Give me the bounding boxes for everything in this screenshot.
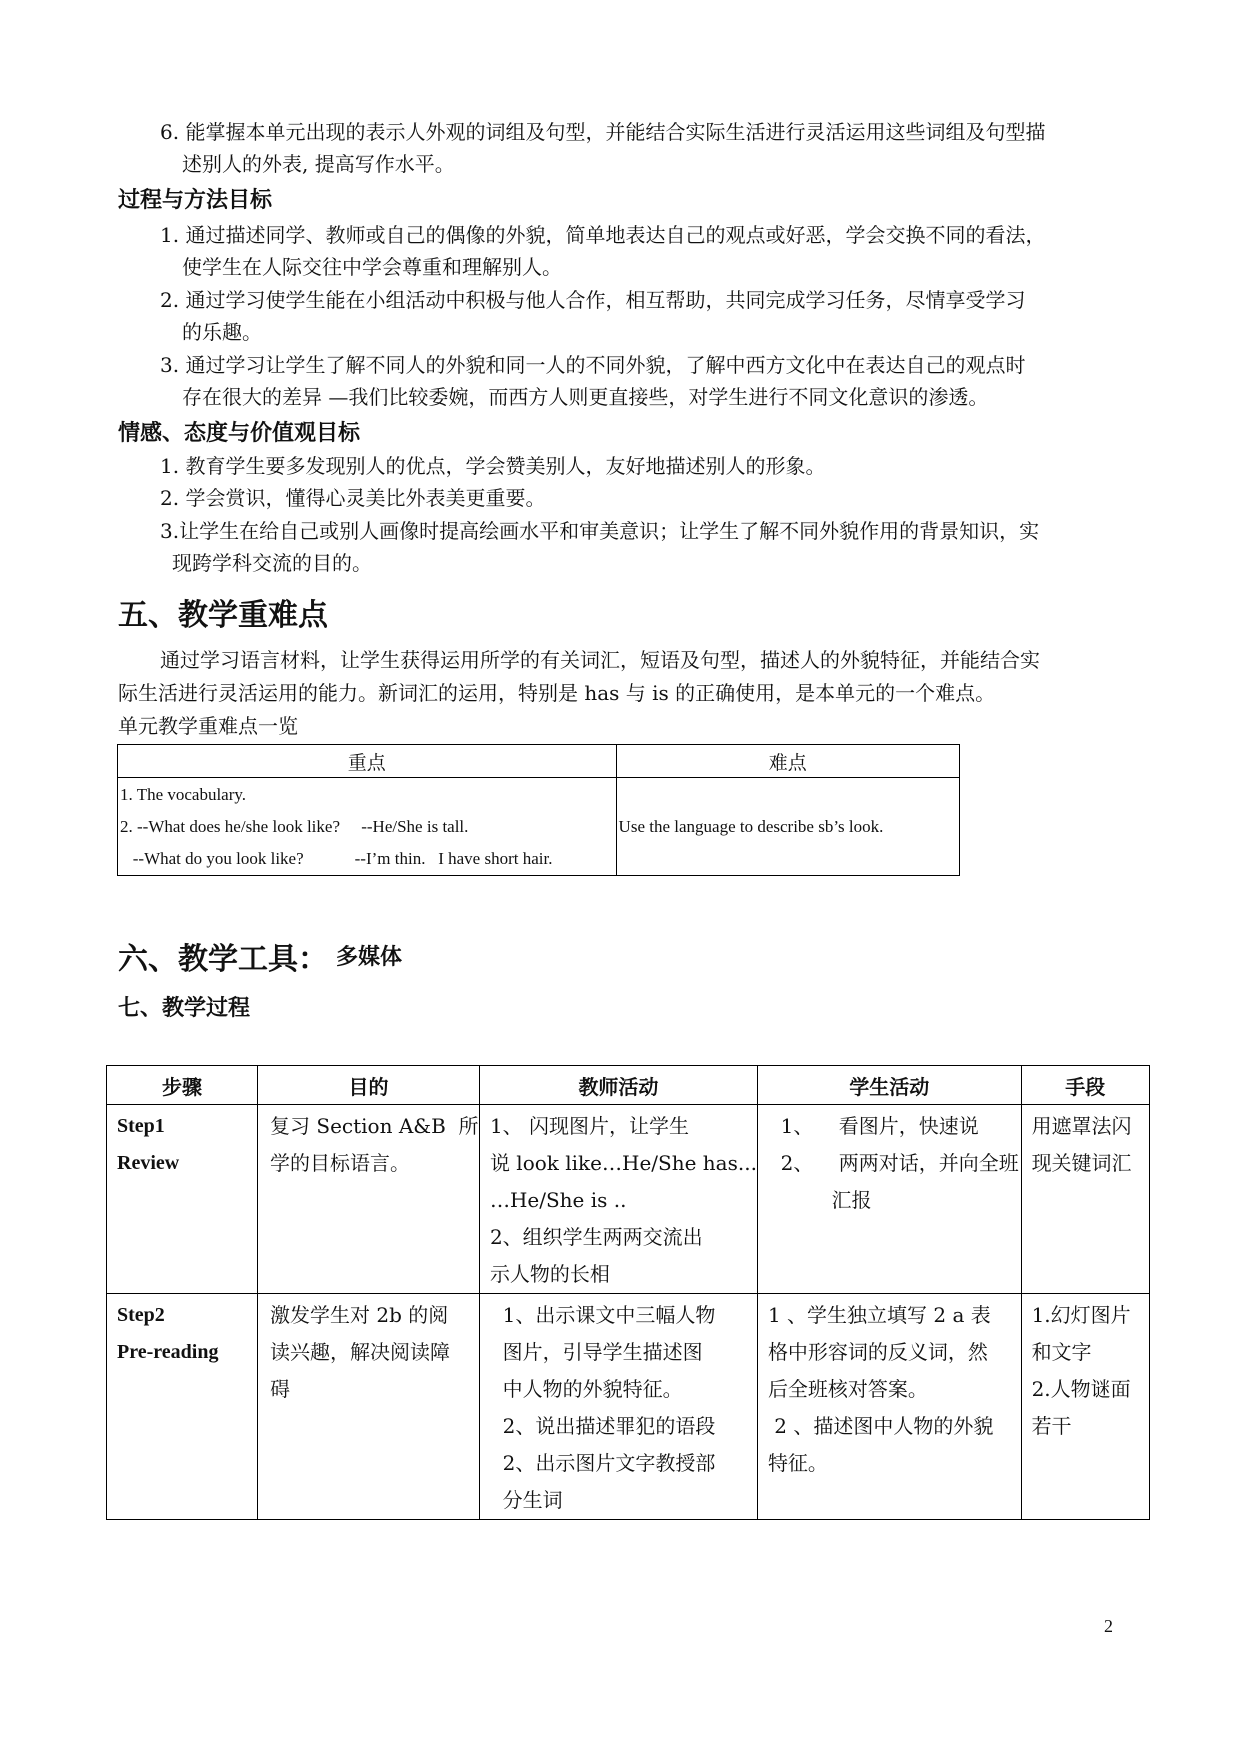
- teacher-line: 2、出示图片文字教授部: [489, 1451, 716, 1475]
- header-purpose: 目的: [258, 1066, 480, 1105]
- teacher-line: 1、 闪现图片，让学生: [489, 1114, 690, 1138]
- teacher-line: 1、出示课文中三幅人物: [489, 1303, 716, 1327]
- page-number: 2: [1104, 1616, 1113, 1636]
- student-line: 2、 两两对话，并向全班: [767, 1151, 1019, 1175]
- table-header-key: 重点: [118, 745, 617, 778]
- section-6-value: 多媒体: [336, 945, 403, 970]
- header-teacher-activity: 教师活动: [479, 1066, 757, 1105]
- key-point-line: 2. --What does he/she look like? --He/She is tall.: [120, 816, 469, 836]
- section-6-heading: 六、教学工具：: [118, 942, 328, 977]
- process-item-1-line2: 使学生在人际交往中学会尊重和理解别人。: [182, 255, 562, 279]
- means-line: 现关键词汇: [1031, 1151, 1132, 1175]
- step-label: Step1: [117, 1115, 165, 1137]
- purpose-cell: [258, 1105, 480, 1294]
- section-5-para-line2: 际生活进行灵活运用的能力。新词汇的运用，特别是 has 与 is 的正确使用，是本单元的一个难点。: [118, 681, 996, 705]
- teacher-line: 图片，引导学生描述图: [489, 1340, 703, 1364]
- emotion-heading: 情感、态度与价值观目标: [118, 421, 361, 446]
- table-row: [107, 1105, 1150, 1294]
- teacher-line: 说 look like…He/She has...: [489, 1151, 757, 1175]
- key-point-line: --What do you look like? --I’m thin. I have short hair.: [120, 848, 553, 868]
- teaching-process-table: [106, 1065, 1150, 1520]
- student-line: 汇报: [767, 1188, 872, 1212]
- teacher-line: 2、组织学生两两交流出: [489, 1225, 703, 1249]
- student-line: 1 、学生独立填写 2 a 表: [767, 1303, 991, 1327]
- key-points-cell: [118, 778, 617, 876]
- step-label: Step2: [117, 1304, 165, 1326]
- section-5-heading: 五、教学重难点: [118, 598, 328, 633]
- emotion-item-1: 1. 教育学生要多发现别人的优点，学会赞美别人，友好地描述别人的形象。: [160, 454, 826, 478]
- teacher-line: 2、说出描述罪犯的语段: [489, 1414, 716, 1438]
- student-activity-cell: [757, 1105, 1021, 1294]
- student-line: 后全班核对答案。: [767, 1377, 928, 1401]
- key-difficult-table: [117, 744, 960, 876]
- teacher-activity-cell: [479, 1294, 757, 1520]
- step-name: Review: [117, 1152, 180, 1174]
- purpose-cell: [258, 1294, 480, 1520]
- emotion-item-3-line1: 3.让学生在给自己或别人画像时提高绘画水平和审美意识；让学生了解不同外貌作用的背景知识，实: [160, 519, 1040, 543]
- key-point-line: 1. The vocabulary.: [120, 784, 247, 804]
- process-item-2-line2: 的乐趣。: [182, 320, 262, 344]
- means-cell: [1021, 1294, 1149, 1520]
- header-step: 步骤: [107, 1066, 258, 1105]
- table-header-difficult: 难点: [616, 745, 959, 778]
- table-row: [107, 1294, 1150, 1520]
- header-student-activity: 学生活动: [757, 1066, 1021, 1105]
- purpose-line: 激发学生对 2b 的阅: [270, 1303, 449, 1327]
- step-name: Pre-reading: [117, 1341, 219, 1363]
- objective-item-6-line1: 6. 能掌握本单元出现的表示人外观的词组及句型，并能结合实际生活进行灵活运用这些词组及句型描: [160, 120, 1046, 144]
- teacher-line: 中人物的外貌特征。: [489, 1377, 683, 1401]
- difficult-point-cell: Use the language to describe sb’s look.: [616, 778, 959, 876]
- student-line: 特征。: [767, 1451, 828, 1475]
- student-line: 格中形容词的反义词，然: [767, 1340, 988, 1364]
- objective-item-6-line2: 述别人的外表, 提高写作水平。: [182, 152, 455, 176]
- section-7-heading: 七、教学过程: [118, 996, 251, 1021]
- means-line: 若干: [1031, 1414, 1072, 1438]
- section-5-para-line1: 通过学习语言材料，让学生获得运用所学的有关词汇，短语及句型，描述人的外貌特征，并能结合实: [160, 648, 1040, 672]
- emotion-item-3-line2: 现跨学科交流的目的。: [172, 551, 372, 575]
- teacher-line: 示人物的长相: [489, 1262, 610, 1286]
- process-item-1-line1: 1. 通过描述同学、教师或自己的偶像的外貌，简单地表达自己的观点或好恶，学会交换不同的看法，: [160, 223, 1046, 247]
- means-cell: [1021, 1105, 1149, 1294]
- means-line: 1.幻灯图片: [1031, 1303, 1131, 1327]
- teacher-line: 分生词: [489, 1488, 563, 1512]
- header-means: 手段: [1021, 1066, 1149, 1105]
- teacher-line: …He/She is ..: [489, 1188, 627, 1212]
- means-line: 用遮罩法闪: [1031, 1114, 1132, 1138]
- teacher-activity-cell: [479, 1105, 757, 1294]
- process-item-3-line1: 3. 通过学习让学生了解不同人的外貌和同一人的不同外貌，了解中西方文化中在表达自己的观点时: [160, 353, 1026, 377]
- purpose-line: 碍: [270, 1377, 291, 1401]
- purpose-line: 读兴趣，解决阅读障: [270, 1340, 451, 1364]
- means-line: 和文字: [1031, 1340, 1092, 1364]
- step-cell: [107, 1105, 258, 1294]
- process-method-heading: 过程与方法目标: [118, 188, 273, 213]
- student-activity-cell: [757, 1294, 1021, 1520]
- emotion-item-2: 2. 学会赏识，懂得心灵美比外表美更重要。: [160, 486, 546, 510]
- step-cell: [107, 1294, 258, 1520]
- key-difficult-caption: 单元教学重难点一览: [118, 714, 298, 738]
- process-item-3-line2: 存在很大的差异 —我们比较委婉，而西方人则更直接些，对学生进行不同文化意识的渗透。: [182, 385, 989, 409]
- student-line: 2 、描述图中人物的外貌: [767, 1414, 994, 1438]
- student-line: 1、 看图片，快速说: [767, 1114, 979, 1138]
- process-item-2-line1: 2. 通过学习使学生能在小组活动中积极与他人合作，相互帮助，共同完成学习任务，尽情享受学习: [160, 288, 1026, 312]
- means-line: 2.人物谜面: [1031, 1377, 1131, 1401]
- purpose-line: 学的目标语言。: [270, 1151, 411, 1175]
- purpose-line: 复习 Section A&B 所: [270, 1114, 479, 1138]
